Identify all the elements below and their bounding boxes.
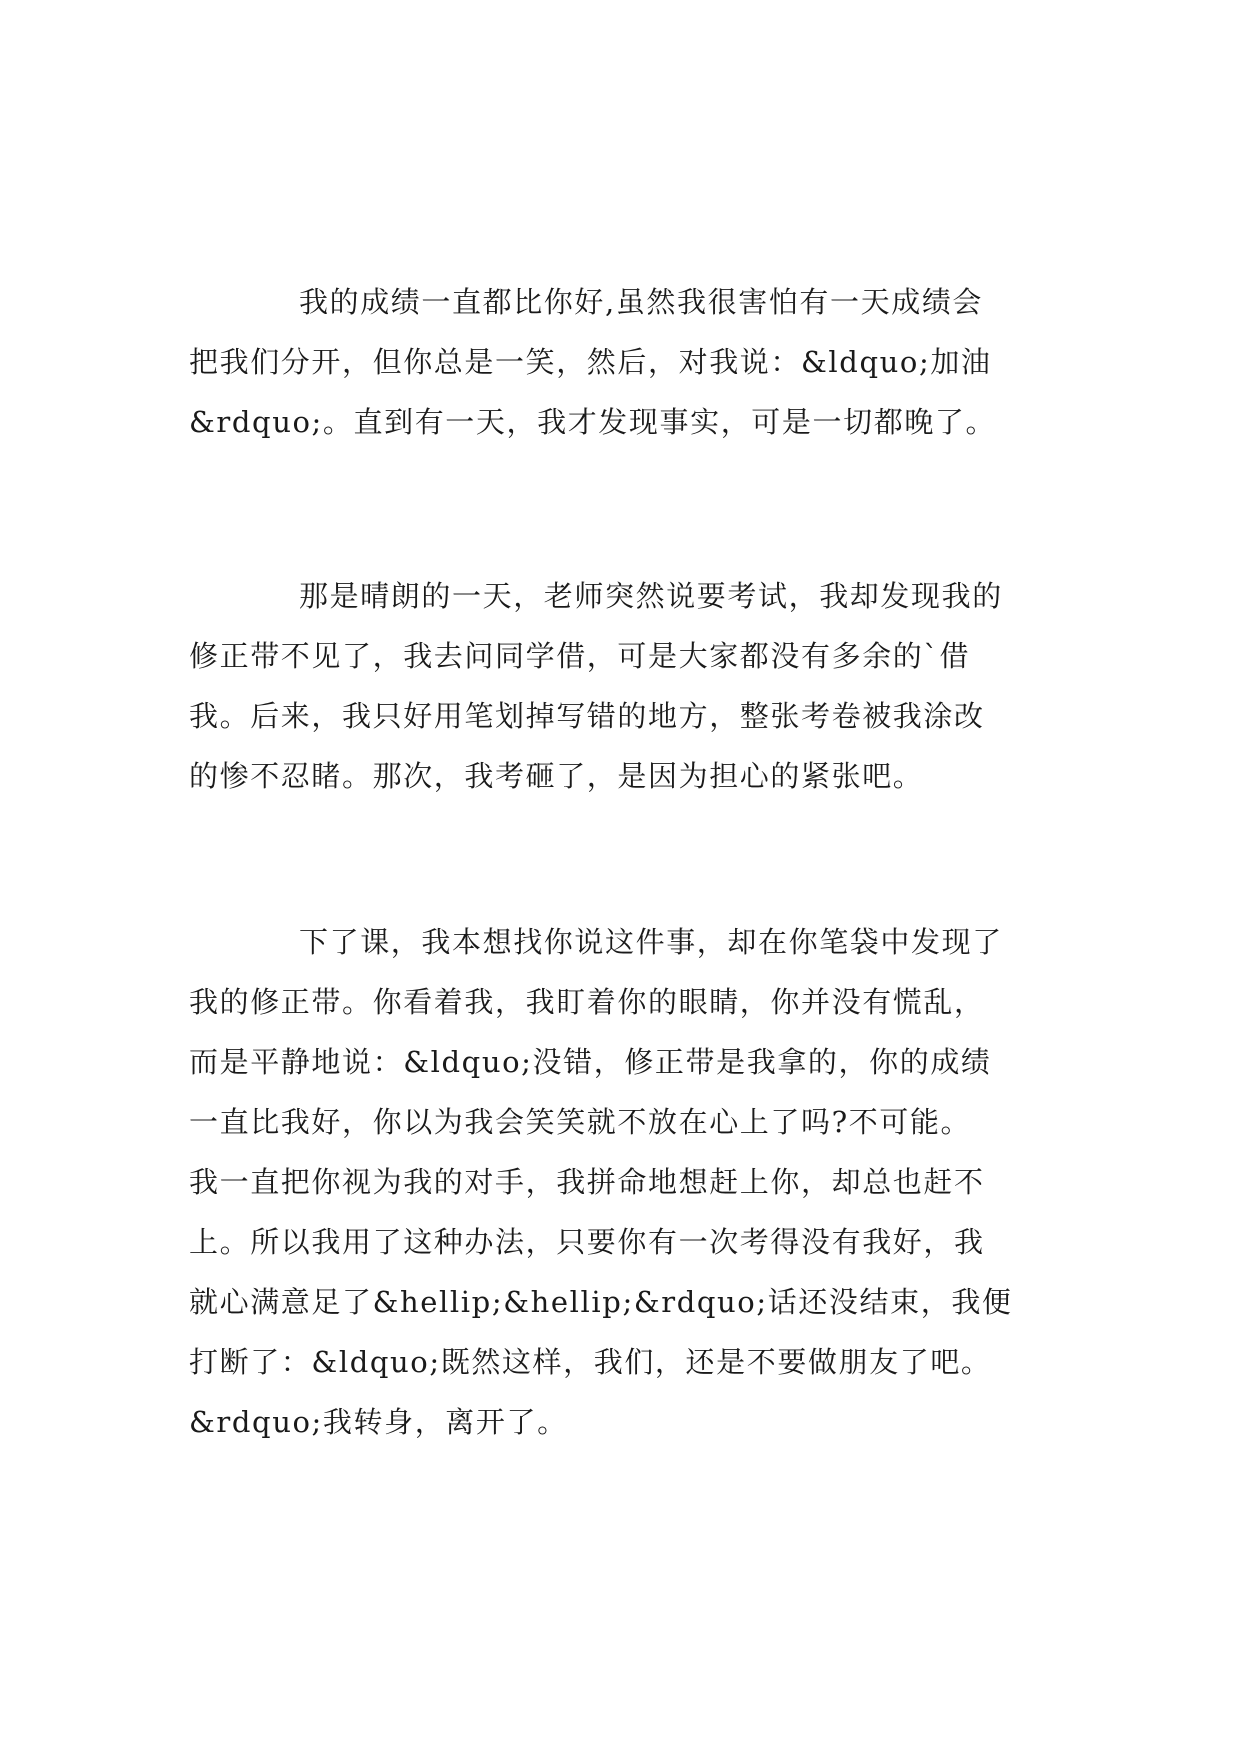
text-line: 就心满意足了&hellip;&hellip;&rdquo;话还没结束，我便 (189, 1285, 1013, 1319)
text-line: 而是平静地说：&ldquo;没错，修正带是我拿的，你的成绩 (189, 1045, 992, 1079)
text-line: &rdquo;我转身，离开了。 (189, 1405, 568, 1439)
paragraph-1 (189, 272, 1069, 452)
text-line: 我的修正带。你看着我，我盯着你的眼睛，你并没有慌乱， (189, 985, 985, 1019)
text-line: 修正带不见了，我去问同学借，可是大家都没有多余的`借 (189, 639, 971, 673)
text-line: &rdquo;。直到有一天，我才发现事实，可是一切都晚了。 (189, 405, 997, 439)
paragraph-2 (189, 566, 1069, 806)
text-line: 那是晴朗的一天，老师突然说要考试，我却发现我的 (299, 579, 1003, 613)
paragraph-3 (189, 912, 1069, 1452)
text-line: 的惨不忍睹。那次，我考砸了，是因为担心的紧张吧。 (189, 759, 924, 793)
text-line: 我。后来，我只好用笔划掉写错的地方，整张考卷被我涂改 (189, 699, 985, 733)
text-line: 一直比我好，你以为我会笑笑就不放在心上了吗?不可能。 (189, 1105, 972, 1139)
text-line: 打断了：&ldquo;既然这样，我们，还是不要做朋友了吧。 (189, 1345, 992, 1379)
text-line: 把我们分开，但你总是一笑，然后，对我说：&ldquo;加油 (189, 345, 992, 379)
text-line: 上。所以我用了这种办法，只要你有一次考得没有我好，我 (189, 1225, 985, 1259)
text-line: 我一直把你视为我的对手，我拼命地想赶上你，却总也赶不 (189, 1165, 985, 1199)
text-line: 我的成绩一直都比你好,虽然我很害怕有一天成绩会 (299, 285, 984, 319)
text-line: 下了课，我本想找你说这件事，却在你笔袋中发现了 (299, 925, 1003, 959)
